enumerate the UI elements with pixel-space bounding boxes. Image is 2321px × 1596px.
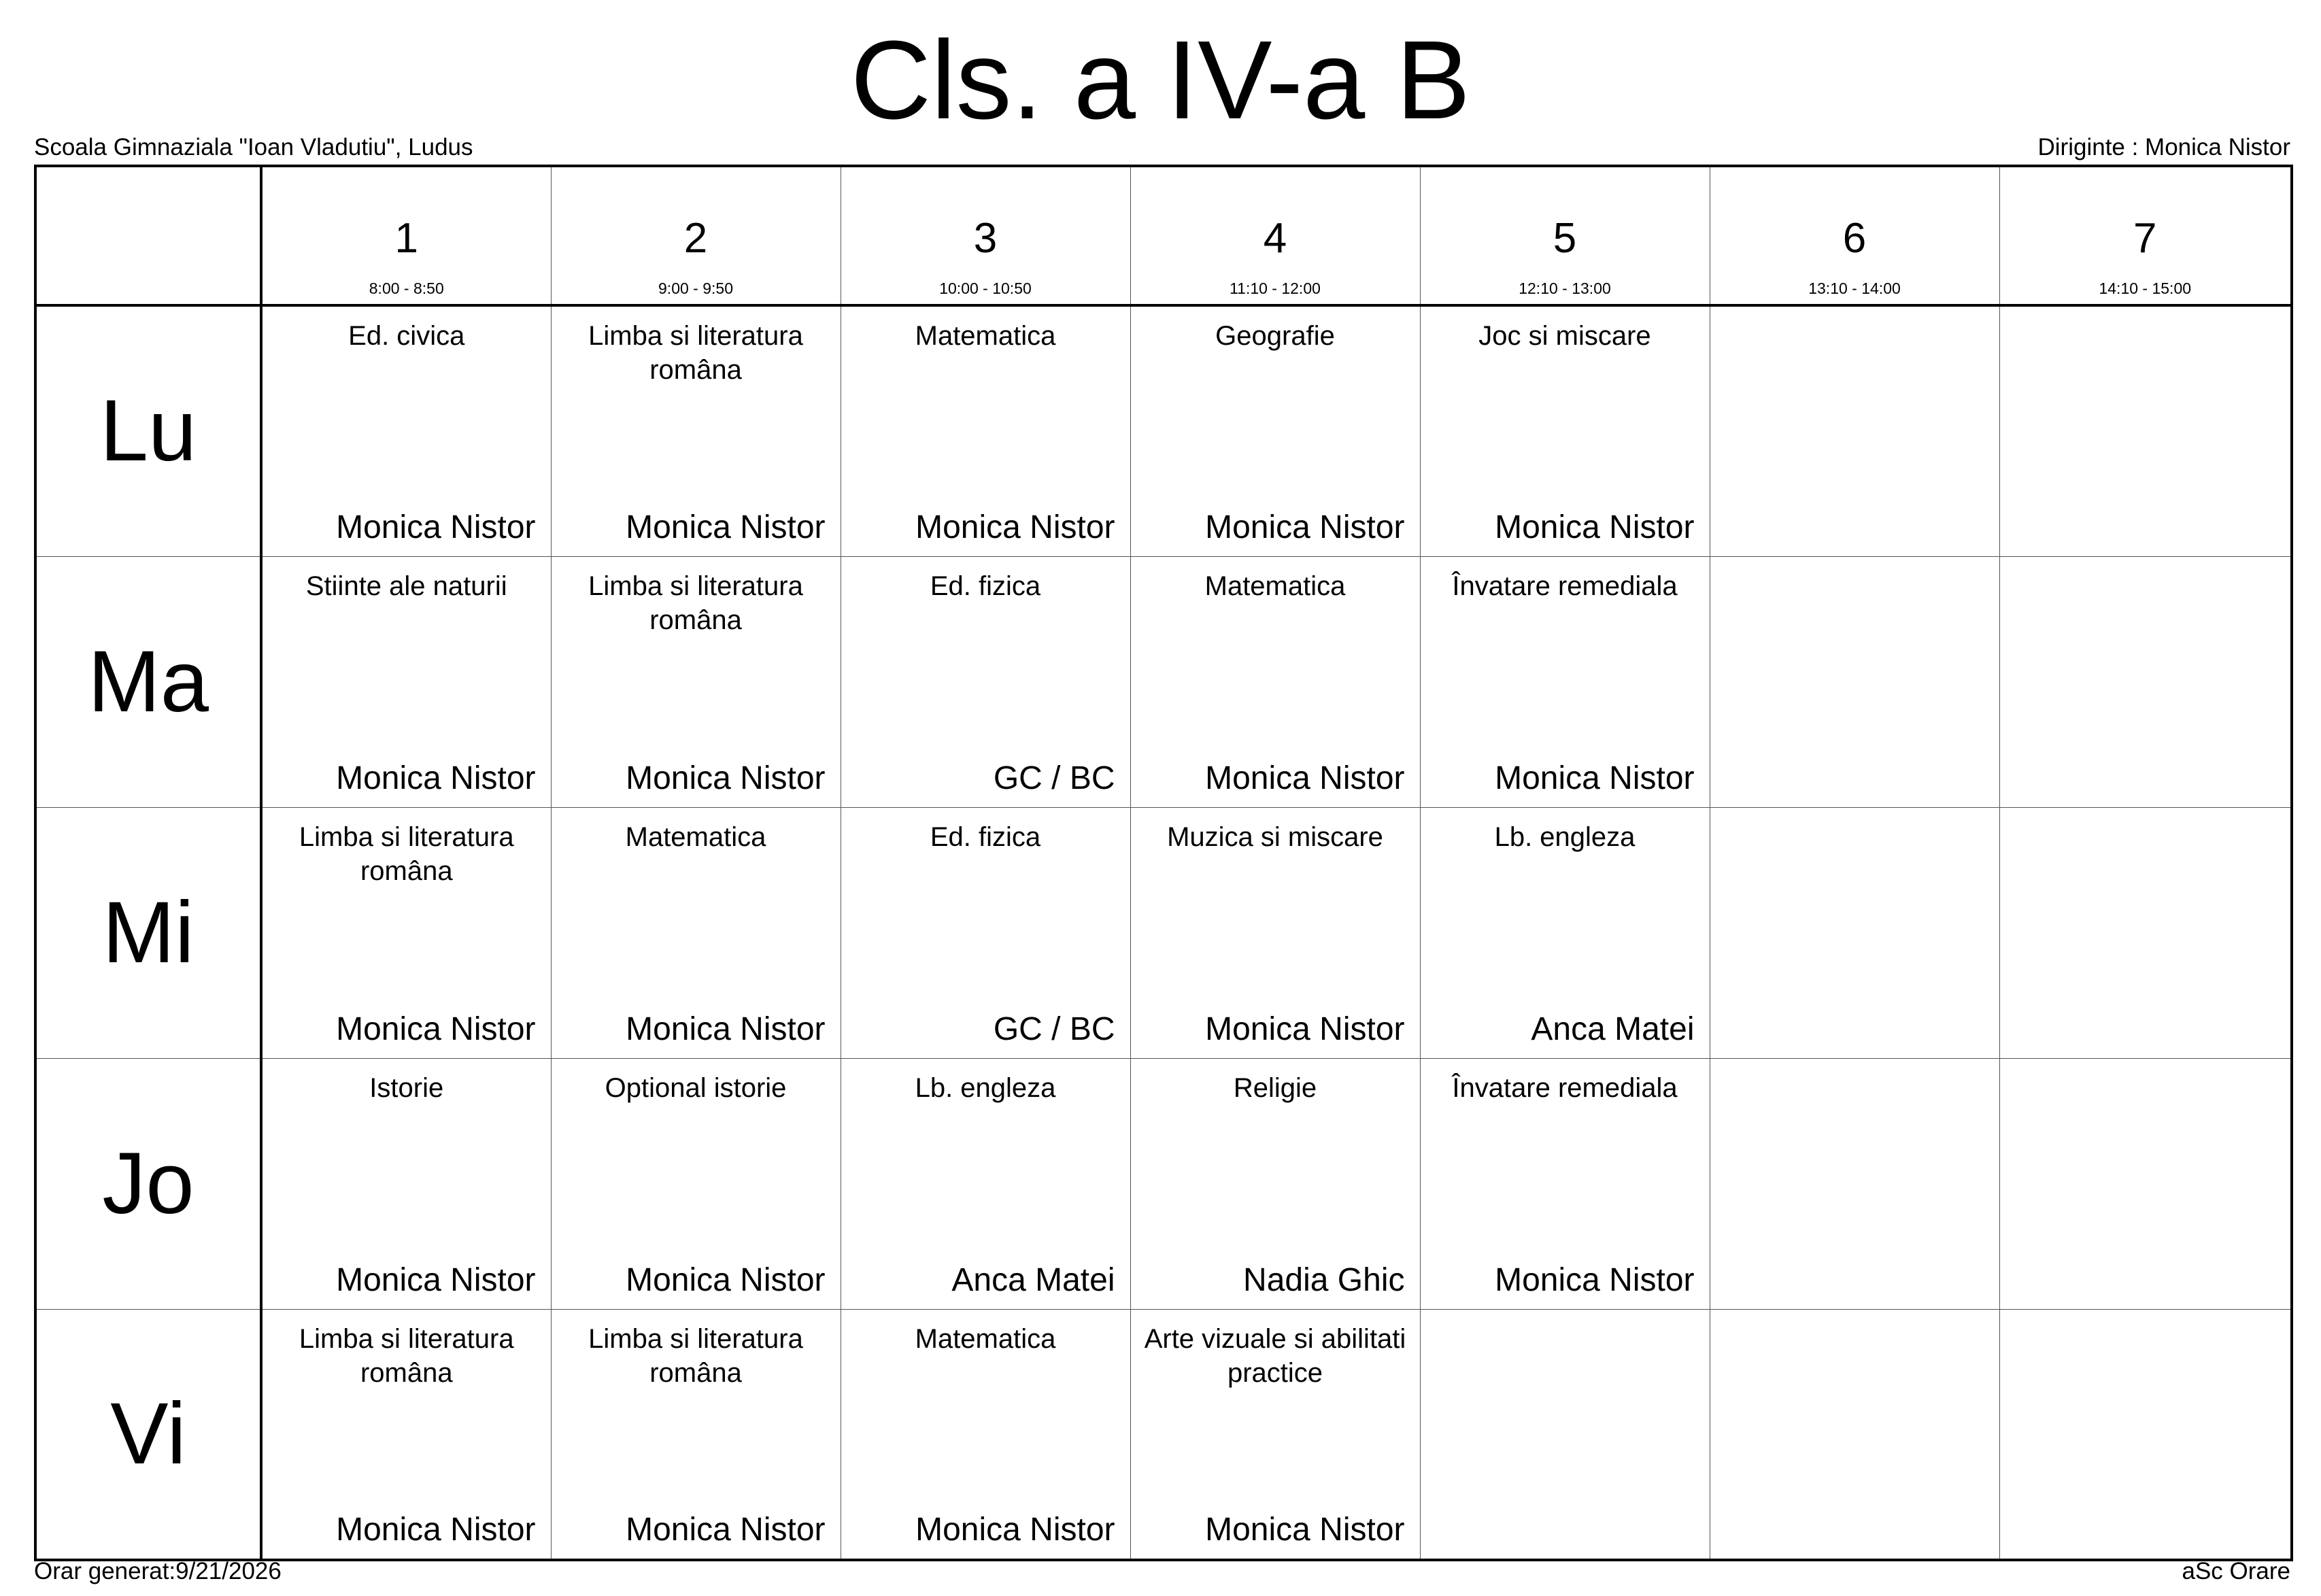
lesson-subject: Geografie [1215, 321, 1335, 351]
period-number: 1 [394, 215, 418, 262]
lesson-teacher: Anca Matei [1531, 1011, 1695, 1047]
day-label: Lu [35, 305, 261, 556]
brand-label: aSc Orare [2182, 1558, 2290, 1584]
lesson-subject: Lb. engleza [915, 1072, 1056, 1103]
lesson-teacher: Monica Nistor [336, 760, 536, 796]
lesson-subject: Limba si literatura româna [299, 1323, 514, 1388]
lesson-cell [1710, 305, 1999, 556]
lesson-subject: Arte vizuale si abilitati practice [1144, 1323, 1406, 1388]
lesson-teacher: Monica Nistor [626, 509, 826, 545]
school-name: Scoala Gimnaziala "Ioan Vladutiu", Ludus [34, 134, 473, 160]
lesson-subject: Matematica [915, 1323, 1056, 1354]
lesson-subject: Religie [1233, 1072, 1317, 1103]
lesson-teacher: Monica Nistor [336, 509, 536, 545]
lesson-cell [1710, 1309, 1999, 1560]
lesson-teacher: Monica Nistor [626, 1261, 826, 1298]
lesson-cell [1130, 556, 1420, 807]
period-number: 4 [1263, 215, 1287, 262]
lesson-cell [551, 807, 841, 1058]
page-title: Cls. a IV-a B [850, 18, 1471, 142]
lesson-cell [1420, 1309, 1710, 1560]
lesson-cell [551, 1309, 841, 1560]
lesson-teacher: Monica Nistor [336, 1512, 536, 1548]
lesson-subject: Ed. fizica [930, 571, 1041, 601]
lesson-teacher: Monica Nistor [1205, 1512, 1405, 1548]
lesson-cell [1420, 807, 1710, 1058]
period-header-7 [1999, 166, 2292, 305]
day-label: Vi [35, 1309, 261, 1560]
period-header-6 [1710, 166, 1999, 305]
lesson-subject: Matematica [1204, 571, 1346, 601]
period-header-1 [261, 166, 551, 305]
day-label: Ma [35, 556, 261, 807]
lesson-teacher: Nadia Ghic [1243, 1261, 1405, 1298]
lesson-teacher: Monica Nistor [1495, 509, 1695, 545]
lesson-subject: Ed. civica [348, 321, 465, 351]
lesson-cell [1710, 1058, 1999, 1309]
lesson-cell [1420, 556, 1710, 807]
period-time: 12:10 - 13:00 [1519, 279, 1611, 297]
lesson-teacher: GC / BC [993, 1011, 1115, 1047]
lesson-cell [1710, 556, 1999, 807]
lesson-teacher: Monica Nistor [915, 509, 1115, 545]
lesson-subject: Muzica si miscare [1167, 821, 1383, 852]
period-header-3 [841, 166, 1130, 305]
lesson-subject: Limba si literatura româna [588, 321, 803, 385]
lesson-cell [261, 556, 551, 807]
lesson-teacher: Monica Nistor [915, 1512, 1115, 1548]
day-label: Mi [35, 807, 261, 1058]
lesson-cell [841, 807, 1130, 1058]
day-label: Jo [35, 1058, 261, 1309]
lesson-teacher: Monica Nistor [336, 1261, 536, 1298]
lesson-teacher: GC / BC [993, 760, 1115, 796]
day-row-jo [35, 1058, 2292, 1309]
lesson-cell [841, 1309, 1130, 1560]
lesson-cell [1999, 1309, 2292, 1560]
lesson-cell [1130, 305, 1420, 556]
period-header-row [35, 166, 2292, 305]
lesson-cell [261, 305, 551, 556]
lesson-teacher: Monica Nistor [1205, 760, 1405, 796]
lesson-cell [261, 1309, 551, 1560]
lesson-subject: Matematica [625, 821, 766, 852]
period-time: 13:10 - 14:00 [1808, 279, 1901, 297]
period-time: 10:00 - 10:50 [939, 279, 1032, 297]
lesson-subject: Limba si literatura româna [299, 821, 514, 886]
lesson-teacher: Monica Nistor [1495, 1261, 1695, 1298]
lesson-subject: Joc si miscare [1478, 321, 1651, 351]
lesson-cell [841, 305, 1130, 556]
period-header-2 [551, 166, 841, 305]
period-header-5 [1420, 166, 1710, 305]
lesson-teacher: Monica Nistor [1205, 509, 1405, 545]
lesson-subject: Matematica [915, 321, 1056, 351]
lesson-cell [1999, 807, 2292, 1058]
lesson-cell [1999, 556, 2292, 807]
lesson-teacher: Anca Matei [951, 1261, 1115, 1298]
lesson-cell [1130, 807, 1420, 1058]
lesson-cell [1999, 305, 2292, 556]
class-teacher: Diriginte : Monica Nistor [2037, 134, 2290, 160]
lesson-subject: Istorie [369, 1072, 444, 1103]
lesson-cell [551, 556, 841, 807]
lesson-subject: Lb. engleza [1494, 821, 1636, 852]
lesson-cell [551, 305, 841, 556]
day-row-vi [35, 1309, 2292, 1560]
lesson-teacher: Monica Nistor [626, 760, 826, 796]
corner-cell [35, 166, 261, 305]
period-header-4 [1130, 166, 1420, 305]
lesson-cell [841, 1058, 1130, 1309]
lesson-subject: Limba si literatura româna [588, 1323, 803, 1388]
period-number: 2 [683, 215, 708, 262]
period-number: 5 [1553, 215, 1577, 262]
period-number: 6 [1842, 215, 1867, 262]
lesson-cell [1999, 1058, 2292, 1309]
lesson-subject: Ed. fizica [930, 821, 1041, 852]
lesson-subject: Optional istorie [605, 1072, 787, 1103]
lesson-subject: Învatare remediala [1452, 1072, 1678, 1103]
lesson-subject: Învatare remediala [1452, 571, 1678, 601]
period-number: 3 [973, 215, 998, 262]
day-row-ma [35, 556, 2292, 807]
period-time: 11:10 - 12:00 [1230, 279, 1321, 297]
lesson-cell [1710, 807, 1999, 1058]
lesson-teacher: Monica Nistor [1205, 1011, 1405, 1047]
lesson-teacher: Monica Nistor [1495, 760, 1695, 796]
generated-date: Orar generat:9/21/2026 [34, 1558, 282, 1584]
lesson-subject: Limba si literatura româna [588, 571, 803, 635]
period-number: 7 [2133, 215, 2157, 262]
lesson-cell [1420, 305, 1710, 556]
lesson-cell [551, 1058, 841, 1309]
lesson-cell [1130, 1309, 1420, 1560]
day-row-mi [35, 807, 2292, 1058]
lesson-teacher: Monica Nistor [626, 1512, 826, 1548]
day-row-lu [35, 305, 2292, 556]
period-time: 14:10 - 15:00 [2099, 279, 2192, 297]
lesson-teacher: Monica Nistor [626, 1011, 826, 1047]
lesson-cell [841, 556, 1130, 807]
timetable [34, 165, 2293, 1561]
lesson-subject: Stiinte ale naturii [305, 571, 507, 601]
period-time: 8:00 - 8:50 [369, 279, 444, 297]
lesson-teacher: Monica Nistor [336, 1011, 536, 1047]
lesson-cell [261, 807, 551, 1058]
lesson-cell [1420, 1058, 1710, 1309]
period-time: 9:00 - 9:50 [658, 279, 733, 297]
lesson-cell [1130, 1058, 1420, 1309]
lesson-cell [261, 1058, 551, 1309]
